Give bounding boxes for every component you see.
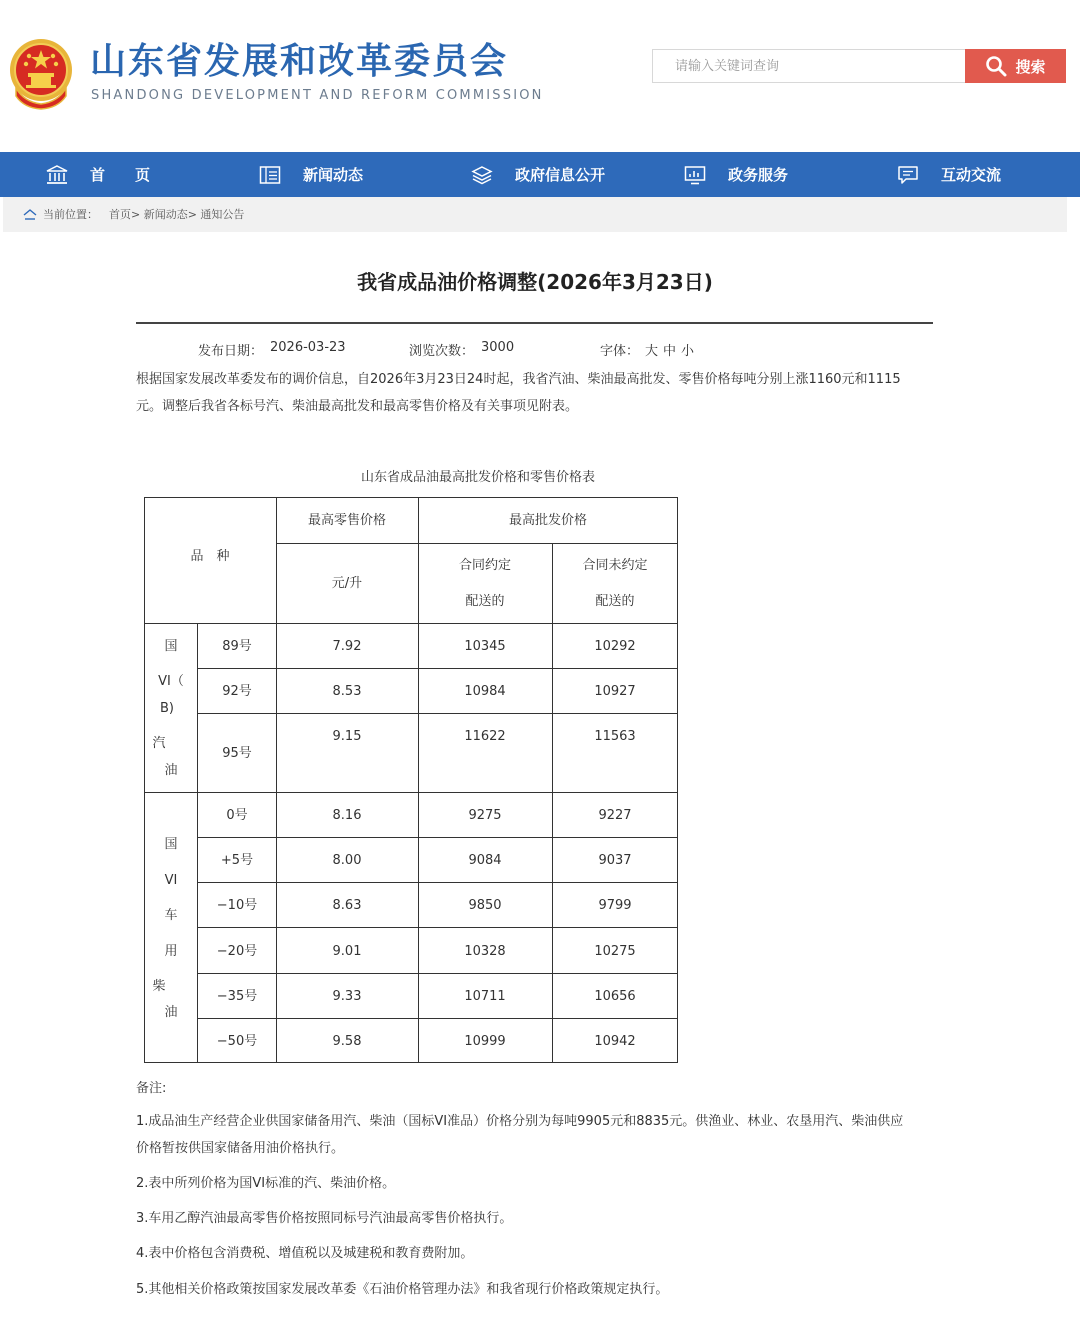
no-contract-cell: 10942 [594, 1034, 636, 1049]
retail-cell: 9.01 [332, 944, 362, 959]
header-contract-line2: 配送的 [465, 594, 505, 609]
contract-cell: 10984 [464, 684, 506, 699]
grade-cell: 89号 [222, 639, 252, 654]
nav-label-news: 新闻动态 [303, 166, 364, 184]
no-contract-cell: 9227 [598, 808, 632, 823]
gasoline-label-line: 汽 [152, 736, 166, 751]
note-5: 5.其他相关价格政策按国家发展改革委《石油价格管理办法》和我省现行价格政策规定执行。 [136, 1282, 669, 1297]
header-no-contract-line2: 配送的 [595, 594, 635, 609]
no-contract-cell: 9037 [598, 853, 632, 868]
note-3: 3.车用乙醇汽油最高零售价格按照同标号汽油最高零售价格执行。 [136, 1211, 513, 1226]
header-contract-line1: 合同约定 [458, 558, 512, 573]
retail-cell: 8.53 [332, 684, 362, 699]
grade-cell: −10号 [216, 898, 258, 913]
site-subtitle: SHANDONG DEVELOPMENT AND REFORM COMMISSION [91, 88, 544, 103]
contract-cell: 10711 [464, 989, 506, 1004]
contract-cell: 10999 [464, 1034, 506, 1049]
contract-cell: 9850 [468, 898, 502, 913]
diesel-label-line: 油 [164, 1005, 178, 1020]
diesel-label-line: 车 [164, 908, 178, 923]
nav-label-interaction: 互动交流 [941, 166, 1002, 184]
note-1-line-2: 价格暂按供国家储备用油价格执行。 [136, 1141, 345, 1156]
diesel-label-line: VI [164, 873, 178, 888]
gasoline-label-line: VI（ [158, 674, 184, 689]
breadcrumb-label: 当前位置： [43, 208, 98, 221]
note-1 [136, 1108, 936, 1162]
header-retail: 最高零售价格 [307, 513, 387, 528]
no-contract-cell: 10275 [594, 944, 636, 959]
grade-cell: −35号 [216, 989, 258, 1004]
gasoline-label-line: 国 [164, 639, 178, 654]
header-variety: 品 种 [190, 549, 230, 564]
header-no-contract-line1: 合同未约定 [582, 558, 648, 573]
gasoline-label-line: B) [160, 701, 174, 716]
contract-cell: 11622 [464, 729, 506, 744]
grade-cell: −20号 [216, 944, 258, 959]
contract-cell: 10328 [464, 944, 506, 959]
retail-cell: 9.15 [332, 729, 362, 744]
header-unit: 元/升 [331, 576, 363, 591]
article-body-line-2: 元。调整后我省各标号汽、柴油最高批发和最高零售价格及有关事项见附表。 [136, 399, 579, 414]
grade-cell: −50号 [216, 1034, 258, 1049]
diesel-label-line: 国 [164, 837, 178, 852]
grade-cell: +5号 [220, 853, 254, 868]
no-contract-cell: 10927 [594, 684, 636, 699]
note-2: 2.表中所列价格为国VI标准的汽、柴油价格。 [136, 1176, 396, 1191]
no-contract-cell: 10656 [594, 989, 636, 1004]
font-large-button[interactable]: 大 [645, 344, 659, 359]
no-contract-cell: 11563 [594, 729, 636, 744]
notes-label: 备注: [136, 1081, 167, 1096]
table-caption: 山东省成品油最高批发价格和零售价格表 [360, 470, 595, 485]
publish-date: 2026-03-23 [270, 340, 346, 355]
note-4: 4.表中价格包含消费税、增值税以及城建税和教育费附加。 [136, 1246, 474, 1261]
grade-cell: 0号 [226, 808, 248, 823]
retail-cell: 8.16 [332, 808, 362, 823]
publish-date-label: 发布日期： [198, 344, 264, 359]
retail-cell: 7.92 [332, 639, 362, 654]
diesel-label-line: 用 [164, 944, 178, 959]
gasoline-label-line: 油 [164, 763, 178, 778]
no-contract-cell: 10292 [594, 639, 636, 654]
nav-label-services: 政务服务 [728, 166, 789, 184]
contract-cell: 9275 [468, 808, 502, 823]
contract-cell: 9084 [468, 853, 502, 868]
contract-cell: 10345 [464, 639, 506, 654]
note-1-line-1: 1.成品油生产经营企业供国家储备用汽、柴油（国标VI准品）价格分别为每吨9905元和8835元。供渔业、林业、农垦用汽、柴油供应 [136, 1114, 904, 1129]
nav-label-gov-info: 政府信息公开 [515, 166, 606, 184]
retail-cell: 9.33 [332, 989, 362, 1004]
article-title: 我省成品油价格调整(2026年3月23日) [357, 270, 713, 294]
no-contract-cell: 9799 [598, 898, 632, 913]
retail-cell: 8.63 [332, 898, 362, 913]
font-medium-button[interactable]: 中 [663, 344, 677, 359]
grade-cell: 92号 [222, 684, 252, 699]
diesel-label-line: 柴 [152, 979, 166, 994]
header-wholesale: 最高批发价格 [508, 513, 588, 528]
views-count: 3000 [481, 340, 515, 355]
search-button-label: 搜索 [1015, 57, 1046, 76]
breadcrumb-path[interactable]: 首页> 新闻动态> 通知公告 [109, 208, 245, 221]
article-body-line-1: 根据国家发展改革委发布的调价信息，自2026年3月23日24时起，我省汽油、柴油最高批发、零售价格每吨分别上涨1160元和1115 [136, 372, 901, 387]
grade-cell: 95号 [222, 746, 252, 761]
font-size-label: 字体： [600, 344, 640, 359]
views-label: 浏览次数： [409, 344, 475, 359]
retail-cell: 9.58 [332, 1034, 362, 1049]
site-title[interactable]: 山东省发展和改革委员会 [90, 41, 509, 82]
retail-cell: 8.00 [332, 853, 362, 868]
font-small-button[interactable]: 小 [681, 344, 695, 359]
nav-label-home: 首 页 [90, 166, 151, 184]
